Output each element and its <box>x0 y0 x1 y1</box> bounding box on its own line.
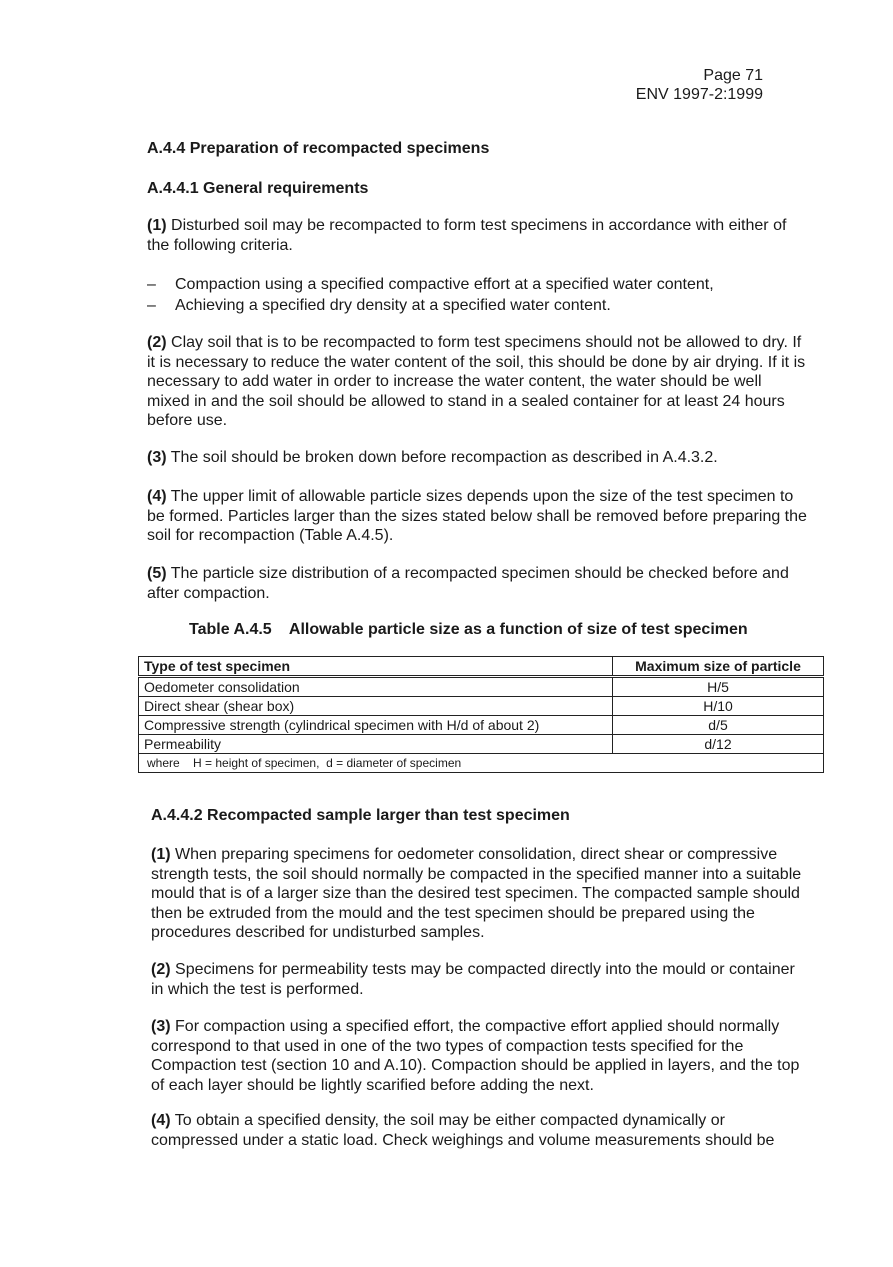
section-title-a444: A.4.4 Preparation of recompacted specimens <box>147 140 490 157</box>
section-title-a4442: A.4.4.2 Recompacted sample larger than test specimen <box>151 807 570 824</box>
paragraph-number: (5) <box>147 565 167 582</box>
paragraph-number: (2) <box>151 961 171 978</box>
criteria-list <box>147 274 807 316</box>
table-header-row <box>139 657 824 677</box>
table-cell: H/10 <box>613 697 824 716</box>
particle-size-table <box>138 656 824 773</box>
column-header: Maximum size of particle <box>613 657 824 677</box>
paragraph-number: (1) <box>151 846 171 863</box>
table-row <box>139 697 824 716</box>
paragraph-number: (2) <box>147 334 167 351</box>
paragraph-a4442-1 <box>151 845 811 943</box>
paragraph-number: (3) <box>147 449 167 466</box>
paragraph-text: To obtain a specified density, the soil may be either compacted dynamically or compressed under a static load. Check weighings and volume measurements should be <box>151 1112 775 1149</box>
paragraph-a4442-3 <box>151 1017 811 1095</box>
table-cell: d/5 <box>613 716 824 735</box>
paragraph-a4441-1 <box>147 216 807 255</box>
table-row <box>139 716 824 735</box>
table-note: where H = height of specimen, d = diameter of specimen <box>139 754 824 773</box>
paragraph-number: (1) <box>147 217 167 234</box>
paragraph-text: Specimens for permeability tests may be compacted directly into the mould or container in which the test is performed. <box>151 961 795 998</box>
column-header: Type of test specimen <box>139 657 613 677</box>
paragraph-a4441-2 <box>147 333 807 431</box>
table-cell: Permeability <box>139 735 613 754</box>
paragraph-text: The particle size distribution of a recompacted specimen should be checked before and after compaction. <box>147 565 789 602</box>
table-cell: Compressive strength (cylindrical specimen with H/d of about 2) <box>139 716 613 735</box>
page-header <box>636 66 763 104</box>
paragraph-a4442-2 <box>151 960 811 999</box>
section-title-a4441: A.4.4.1 General requirements <box>147 180 369 197</box>
paragraph-a4441-5 <box>147 564 807 603</box>
table-cell: Oedometer consolidation <box>139 677 613 697</box>
table-cell: Direct shear (shear box) <box>139 697 613 716</box>
paragraph-a4441-4 <box>147 487 807 546</box>
paragraph-a4441-3 <box>147 448 807 468</box>
table-cell: d/12 <box>613 735 824 754</box>
table-caption: Table A.4.5 Allowable particle size as a function of size of test specimen <box>189 621 748 638</box>
paragraph-text: Disturbed soil may be recompacted to form test specimens in accordance with either of the following criteria. <box>147 217 787 254</box>
paragraph-text: The upper limit of allowable particle sizes depends upon the size of the test specimen to be formed. Particles larger than the sizes stated below shall be removed before preparing the soil for recompaction (Table A.4.5). <box>147 488 807 544</box>
list-item: – Achieving a specified dry density at a specified water content. <box>147 297 611 314</box>
document-reference: ENV 1997-2:1999 <box>635 86 763 103</box>
paragraph-text: For compaction using a specified effort, the compactive effort applied should normally correspond to that used in one of the two types of compaction tests specified for the Compaction test (section 10 and A.10). Compaction should be applied in layers, and the top of each layer should be lightly scarified before adding the next. <box>151 1018 800 1094</box>
table-cell: H/5 <box>613 677 824 697</box>
paragraph-number: (3) <box>151 1018 171 1035</box>
table-row <box>139 677 824 697</box>
table-note-row <box>139 754 824 773</box>
paragraph-text: Clay soil that is to be recompacted to form test specimens should not be allowed to dry. If it is necessary to reduce the water content of the soil, this should be done by air drying. If it is necessary to add water in order to increase the water content, the water should be well mixed in and the soil should be allowed to stand in a sealed container for at least 24 hours before use. <box>147 334 806 429</box>
table-row <box>139 735 824 754</box>
paragraph-text: When preparing specimens for oedometer consolidation, direct shear or compressive strength tests, the soil should normally be compacted in the specified manner into a suitable mould that is of a larger size than the desired test specimen. The compacted sample should then be extruded from the mould and the test specimen should be prepared using the procedures described for undisturbed samples. <box>151 846 802 941</box>
paragraph-text: The soil should be broken down before recompaction as described in A.4.3.2. <box>170 449 718 466</box>
page-number: Page 71 <box>703 67 763 84</box>
paragraph-a4442-4 <box>151 1111 811 1150</box>
paragraph-number: (4) <box>147 488 167 505</box>
list-item: – Compaction using a specified compactive effort at a specified water content, <box>147 276 714 293</box>
paragraph-number: (4) <box>151 1112 171 1129</box>
